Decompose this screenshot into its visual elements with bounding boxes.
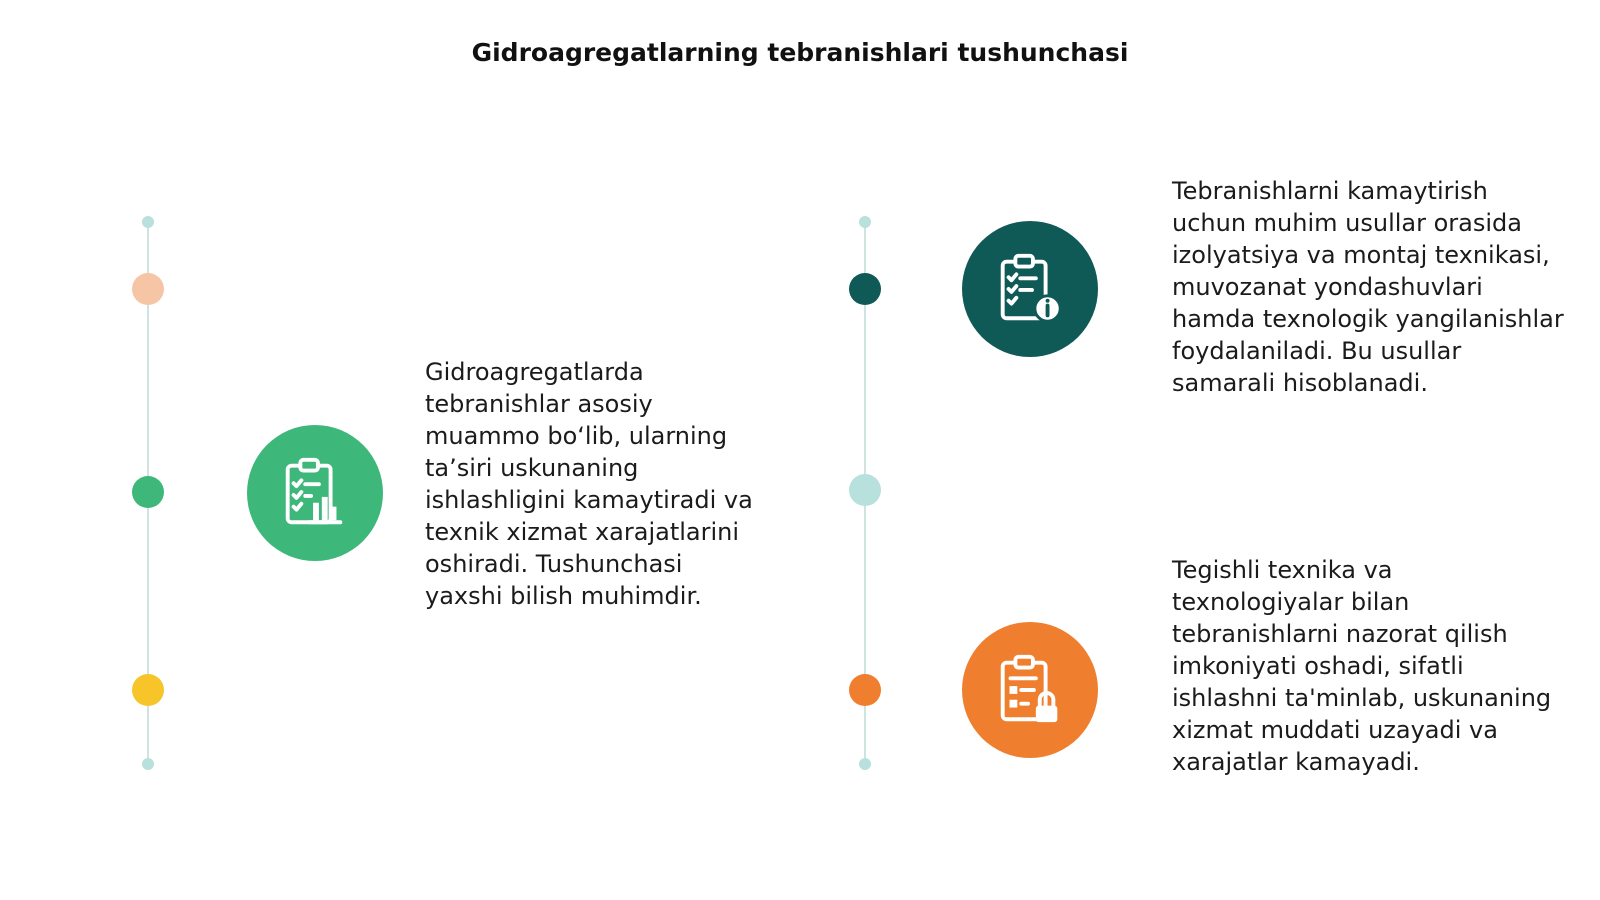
- right-timeline-teal-dot: [849, 273, 881, 305]
- left-timeline-end-dot: [142, 758, 154, 770]
- left-timeline-start-dot: [142, 216, 154, 228]
- clipboard-info-icon: [962, 221, 1098, 357]
- item-2-text: Tebranishlarni kamaytirish uchun muhim usullar orasida izolyatsiya va montaj texnikasi, muvozanat yondashuvlari hamda texnologik yangilanishlar foydalaniladi. Bu usullar samarali hisoblanadi.: [1172, 177, 1564, 397]
- right-timeline-end-dot: [859, 758, 871, 770]
- right-timeline-orange-dot: [849, 674, 881, 706]
- item-1-text: Gidroagregatlarda tebranishlar asosiy muammo bo‘lib, ularning ta’siri uskunaning ishlashligini kamaytiradi va texnik xizmat xarajatlarini oshiradi. Tushunchasi yaxshi bilish muhimdir.: [425, 358, 753, 610]
- left-timeline-yellow-dot: [132, 674, 164, 706]
- right-timeline-light-teal-dot: [849, 474, 881, 506]
- clipboard-lock-icon: [962, 622, 1098, 758]
- left-timeline-green-dot: [132, 476, 164, 508]
- page-title: Gidroagregatlarning tebranishlari tushunchasi: [471, 38, 1129, 67]
- right-timeline-start-dot: [859, 216, 871, 228]
- clipboard-chart-icon: [247, 425, 383, 561]
- item-3-text: Tegishli texnika va texnologiyalar bilan tebranishlarni nazorat qilish imkoniyati oshadi, sifatli ishlashni ta'minlab, uskunaning xizmat muddati uzayadi va xarajatlar kamayadi.: [1172, 556, 1552, 776]
- left-timeline-peach-dot: [132, 273, 164, 305]
